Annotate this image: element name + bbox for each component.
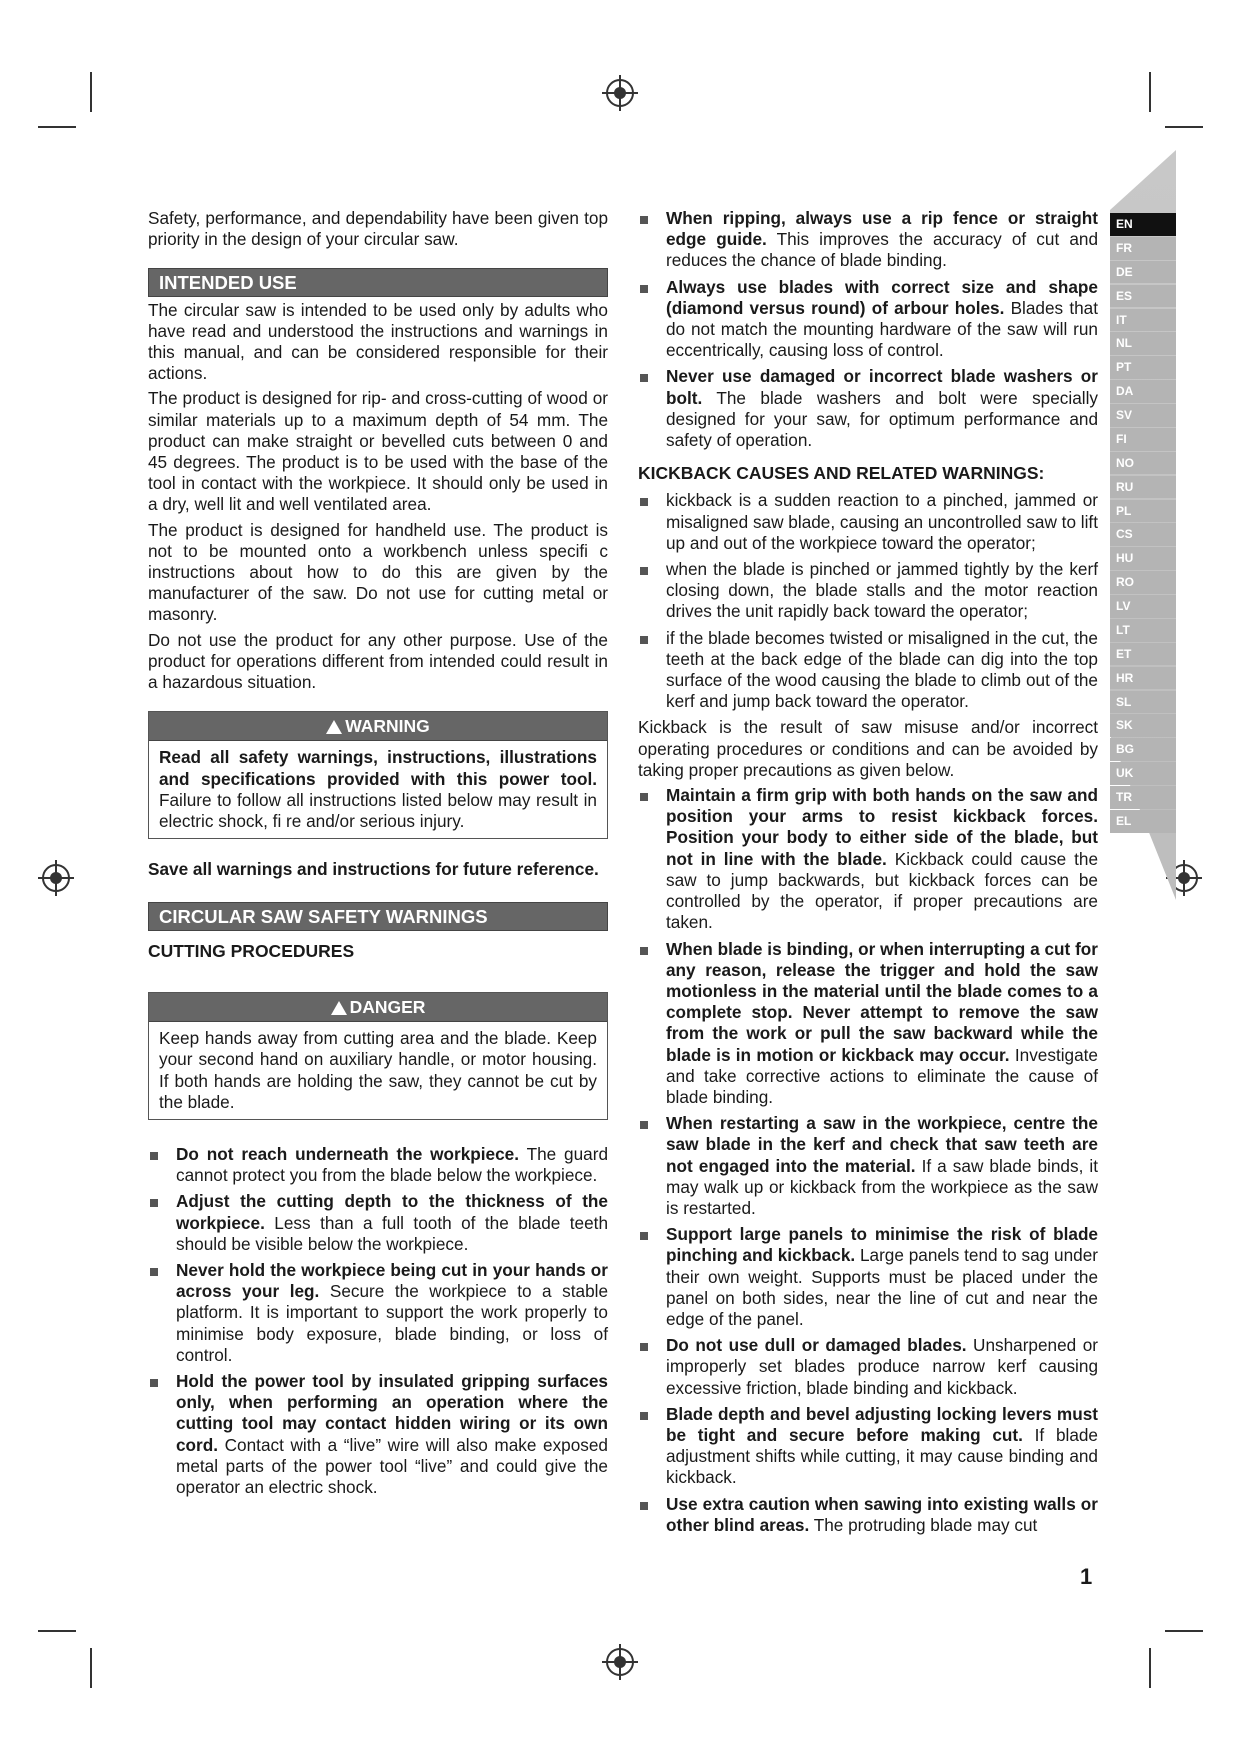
crop-mark	[90, 72, 92, 112]
language-tab-it: IT	[1110, 309, 1176, 332]
language-tab-pl: PL	[1110, 500, 1176, 523]
warning-box	[148, 711, 608, 839]
language-tab-no: NO	[1110, 452, 1176, 475]
list-item-text: Unsharpened or improperly set blades produce narrow kerf causing excessive friction, blade binding and kickback.	[666, 1335, 1098, 1398]
intended-use-heading: INTENDED USE	[148, 268, 608, 296]
language-tab-hr: HR	[1110, 667, 1176, 690]
language-tab-nl: NL	[1110, 332, 1176, 355]
language-tab-ro: RO	[1110, 571, 1176, 594]
kickback-paragraph: Kickback is the result of saw misuse and/or incorrect operating procedures or conditions and can be avoided by taking proper precautions as given below.	[638, 717, 1098, 780]
list-item	[148, 1260, 608, 1366]
language-tab-sk: SK	[1110, 714, 1176, 737]
intended-use-paragraph: The product is designed for handheld use. The product is not to be mounted onto a workbench unless specifi c instructions about how to do this are given by the manufacturer of the saw. Do not use for cutting metal or masonry.	[148, 519, 608, 625]
list-item	[638, 1404, 1098, 1489]
warning-text	[159, 747, 597, 832]
list-item	[638, 559, 1098, 623]
list-item	[638, 1335, 1098, 1399]
list-item-text: Investigate and take corrective actions to eliminate the cause of blade binding.	[666, 1044, 1098, 1107]
list-item	[638, 277, 1098, 362]
list-item-text: Kickback could cause the saw to jump backwards, but kickback forces can be controlled by the operator, if proper precautions are taken.	[666, 848, 1098, 933]
language-tab-et: ET	[1110, 643, 1176, 666]
intro-paragraph: Safety, performance, and dependability have been given top priority in the design of your circular saw.	[148, 208, 608, 250]
list-item	[638, 939, 1098, 1109]
right-column	[638, 208, 1098, 1541]
danger-text: Keep hands away from cutting area and the blade. Keep your second hand on auxiliary handle, or motor housing. If both hands are holding the saw, they cannot be cut by the blade.	[159, 1028, 597, 1112]
language-tab-pt: PT	[1110, 356, 1176, 379]
language-tab-bg: BG	[1110, 738, 1176, 761]
language-tab-el: EL	[1110, 810, 1176, 833]
list-item-bold-text: Use extra caution when sawing into existing walls or other blind areas.	[666, 1493, 1098, 1535]
crop-mark	[90, 1648, 92, 1688]
intended-use-paragraph: The circular saw is intended to be used only by adults who have read and understood the instructions and warnings in this manual, and can be considered responsible for their actions.	[148, 299, 608, 384]
language-tab-uk: UK	[1110, 762, 1176, 785]
list-item-text: This improves the accuracy of cut and reduces the chance of blade binding.	[666, 229, 1099, 271]
language-tab-de: DE	[1110, 261, 1176, 284]
page-number: 1	[1080, 1564, 1093, 1589]
list-item-text: kickback is a sudden reaction to a pinched, jammed or misaligned saw blade, causing an uncontrolled saw to lift up and out of the workpiece toward the operator;	[666, 490, 1098, 553]
list-item-text: Less than a full tooth of the blade teeth should be visible below the workpiece.	[176, 1212, 608, 1254]
list-item	[638, 628, 1098, 713]
danger-title: DANGER	[349, 996, 426, 1017]
list-item-bold-text: Support large panels to minimise the risk of blade pinching and kickback.	[666, 1224, 1098, 1266]
list-item	[638, 366, 1098, 451]
cutting-bullet-list	[148, 1144, 608, 1498]
list-item	[148, 1371, 608, 1498]
left-column	[148, 208, 608, 1503]
language-tab-fi: FI	[1110, 428, 1176, 451]
list-item-text: The blade washers and bolt were specially designed for your saw, for optimum performance and safety of operation.	[666, 387, 1098, 451]
language-tab-en: EN	[1110, 213, 1176, 236]
list-item	[148, 1191, 608, 1255]
intended-use-paragraph: The product is designed for rip- and cross-cutting of wood or similar materials up to a maximum depth of 54 mm. The product can make straight or bevelled cuts between 0 and 45 degrees. The product is to be used with the base of the tool in contact with the workpiece. It should only be used in a dry, well lit and well ventilated area.	[148, 388, 608, 515]
crop-mark	[1149, 72, 1151, 112]
list-item	[638, 1113, 1098, 1219]
list-item-text: if the blade becomes twisted or misaligned in the cut, the teeth at the back edge of the blade can dig into the top surface of the wood causing the blade to climb out of the kerf and jump back toward the operator.	[666, 627, 1098, 712]
crop-mark	[1165, 126, 1203, 128]
list-item-text: Large panels tend to sag under their own weight. Supports must be placed under the panel on both sides, near the line of cut and near the edge of the panel.	[666, 1245, 1098, 1329]
intended-use-paragraph: Do not use the product for any other purpose. Use of the product for operations different from intended could result in a hazardous situation.	[148, 629, 608, 693]
list-item	[638, 490, 1098, 554]
list-item-text: The guard cannot protect you from the blade below the workpiece.	[176, 1143, 609, 1186]
registration-mark-icon	[606, 79, 634, 107]
language-tab-sl: SL	[1110, 691, 1176, 714]
list-item-bold-text: Blade depth and bevel adjusting locking levers must be tight and secure before making cut.	[666, 1403, 1098, 1445]
list-item	[638, 1494, 1098, 1536]
list-item-text: The protruding blade may cut	[809, 1514, 1038, 1535]
warning-bold-text: Read all safety warnings, instructions, illustrations and specifications provided with this power tool.	[159, 747, 597, 789]
list-item-bold-text: When restarting a saw in the workpiece, centre the saw blade in the kerf and check that saw teeth are not engaged into the material.	[666, 1113, 1098, 1176]
danger-box-header	[149, 993, 607, 1022]
list-item-bold-text: Do not use dull or damaged blades.	[666, 1335, 967, 1356]
list-item	[148, 1144, 608, 1186]
list-item-bold-text: Never use damaged or incorrect blade washers or bolt.	[666, 366, 1098, 408]
list-item-text: Secure the workpiece to a stable platform. It is important to support the work properly to minimise body exposure, blade binding, or loss of control.	[176, 1281, 609, 1365]
blade-bullet-list	[638, 208, 1098, 451]
warning-title: WARNING	[345, 716, 430, 737]
warning-plain-text: Failure to follow all instructions listed below may result in electric shock, fi re and/or serious injury.	[159, 789, 597, 832]
list-item-bold-text: Always use blades with correct size and shape (diamond versus round) of arbour holes.	[666, 276, 1098, 318]
language-tab-lv: LV	[1110, 595, 1176, 618]
danger-box	[148, 992, 608, 1120]
save-note: Save all warnings and instructions for future reference.	[148, 859, 599, 880]
list-item-text: when the blade is pinched or jammed tightly by the kerf closing down, the blade stalls and the motor reaction drives the unit rapidly back toward the operator;	[666, 559, 1098, 622]
language-tab-da: DA	[1110, 380, 1176, 403]
list-item-bold-text: Adjust the cutting depth to the thickness of the workpiece.	[176, 1191, 608, 1233]
list-item-bold-text: When blade is binding, or when interrupting a cut for any reason, release the trigger and hold the saw motionless in the material until the blade comes to a complete stop. Never attempt to remove the saw from the work or pull the saw backward while the blade is in motion or kickback may occur.	[666, 938, 1098, 1065]
language-tab-lt: LT	[1110, 619, 1176, 642]
warning-triangle-icon	[326, 720, 342, 734]
crop-mark	[38, 1630, 76, 1632]
language-tab-tr: TR	[1110, 786, 1176, 809]
language-tab-es: ES	[1110, 285, 1176, 308]
warning-box-header	[149, 712, 607, 741]
list-item-bold-text: Do not reach underneath the workpiece.	[176, 1143, 520, 1164]
crop-mark	[1149, 1648, 1151, 1688]
kickback-warnings-list	[638, 785, 1098, 1536]
list-item-bold-text: Maintain a firm grip with both hands on the saw and position your arms to resist kickback forces. Position your body to either side of the blade, but not in line with the blade.	[666, 785, 1098, 869]
language-tab-ru: RU	[1110, 476, 1176, 499]
crop-mark	[38, 126, 76, 128]
language-tab-list	[1110, 213, 1176, 834]
list-item-bold-text: Never hold the workpiece being cut in your hands or across your leg.	[176, 1259, 608, 1302]
intended-use-section	[148, 300, 608, 694]
list-item-text: If blade adjustment shifts while cutting, it may cause binding and kickback.	[666, 1424, 1098, 1488]
kickback-heading: KICKBACK CAUSES AND RELATED WARNINGS:	[638, 463, 1045, 484]
kickback-bullet-list	[638, 490, 1098, 712]
list-item-bold-text: Hold the power tool by insulated gripping surfaces only, when performing an operation where the cutting tool may contact hidden wiring or its own cord.	[176, 1370, 608, 1455]
registration-mark-icon	[606, 1648, 634, 1676]
danger-triangle-icon	[331, 1001, 347, 1015]
list-item-text: Contact with a “live” wire will also make exposed metal parts of the power tool “live” and could give the operator an electric shock.	[176, 1434, 608, 1497]
list-item-text: If a saw blade binds, it may walk up or kickback from the workpiece as the saw is restarted.	[666, 1155, 1098, 1218]
language-tab-hu: HU	[1110, 547, 1176, 570]
safety-warnings-heading: CIRCULAR SAW SAFETY WARNINGS	[148, 902, 608, 930]
list-item-bold-text: When ripping, always use a rip fence or straight edge guide.	[666, 208, 1098, 250]
cutting-procedures-heading: CUTTING PROCEDURES	[148, 940, 355, 961]
crop-mark	[1165, 1630, 1203, 1632]
language-tab-cs: CS	[1110, 523, 1176, 546]
list-item	[638, 1224, 1098, 1330]
list-item-text: Blades that do not match the mounting hardware of the saw will run eccentrically, causing loss of control.	[666, 297, 1098, 361]
language-tab-sv: SV	[1110, 404, 1176, 427]
list-item	[638, 785, 1098, 933]
list-item	[638, 208, 1098, 272]
language-tab-fr: FR	[1110, 237, 1176, 260]
registration-mark-icon	[42, 864, 70, 892]
